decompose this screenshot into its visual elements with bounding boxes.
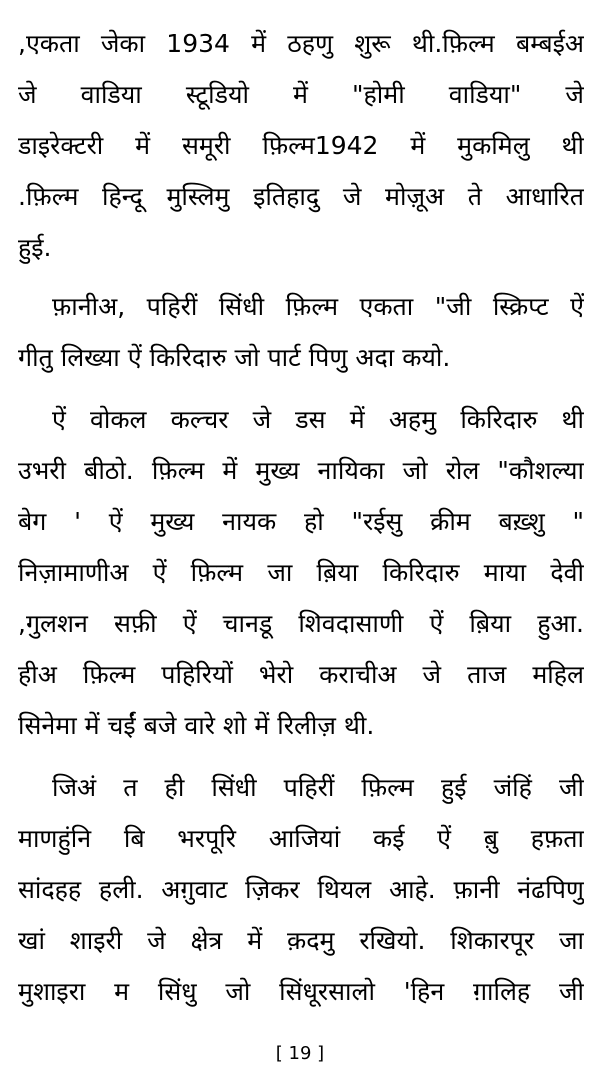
text-line: ,गुलशन सफ़ी ऐं चानडू शिवदासाणी ऐं ब़िया हुआ. bbox=[18, 609, 584, 638]
text-line: खां शाइरी जे क्षेत्र में क़दमु रखियो. शिकारपूर जा bbox=[18, 926, 584, 955]
text-line: हीअ फ़िल्म पहिरियों भेरो कराचीअ जे ताज महिल bbox=[18, 660, 584, 689]
text-line: सांदहह हली. अग़ुवाट ज़िकर थियल आहे. फ़ानी नंढपिणु bbox=[18, 875, 584, 904]
text-line: जे वाडिया स्टूडियो में "होमी वाडिया" जे bbox=[18, 80, 584, 109]
text-line: बेग ' ऐं मुख्य नायक हो "रईसु क्रीम बख़्शु " bbox=[18, 507, 584, 536]
text-line: उभरी बीठो. फ़िल्म में मुख्य नायिका जो रोल "कौशल्या bbox=[18, 456, 584, 485]
text-line: सिनेमा में चईं बजे वारे शो में रिलीज़ थी. bbox=[18, 711, 375, 740]
text-line: ,एकता जेका 1934 में ठहणु शुरू थी.फ़िल्म बम्बईअ bbox=[18, 29, 584, 58]
text-line: माणहुंनि बि भरपूरि आजियां कई ऐं ब़ु हफ़ता bbox=[18, 824, 584, 853]
text-line: मुशाइरा म सिंधु जो सिंधूरसालो 'हिन ग़ालिह जी bbox=[18, 977, 584, 1006]
text-line: निज़ामाणीअ ऐं फ़िल्म जा ब़िया किरिदारु माया देवी bbox=[18, 558, 584, 587]
text-line: हुई. bbox=[18, 233, 52, 262]
page-number: [ 19 ] bbox=[275, 1043, 325, 1064]
text-line: गीतु लिख्या ऐं किरिदारु जो पार्ट पिणु अदा कयो. bbox=[18, 343, 451, 372]
text-line: ऐं वोकल कल्चर जे डस में अहमु किरिदारु थी bbox=[52, 405, 584, 434]
text-line: .फ़िल्म हिन्दू मुस्लिमु इतिहादु जे मोज़ूअ ते आधारित bbox=[18, 182, 584, 211]
text-line: डाइरेक्टरी में समूरी फ़िल्म1942 में मुकमिलु थी bbox=[18, 131, 584, 160]
text-line: फ़ानीअ, पहिरीं सिंधी फ़िल्म एकता "जी स्क्रिप्ट ऐं bbox=[52, 292, 584, 321]
text-line: जिअं त ही सिंधी पहिरीं फ़िल्म हुई जंहिं जी bbox=[52, 773, 584, 802]
